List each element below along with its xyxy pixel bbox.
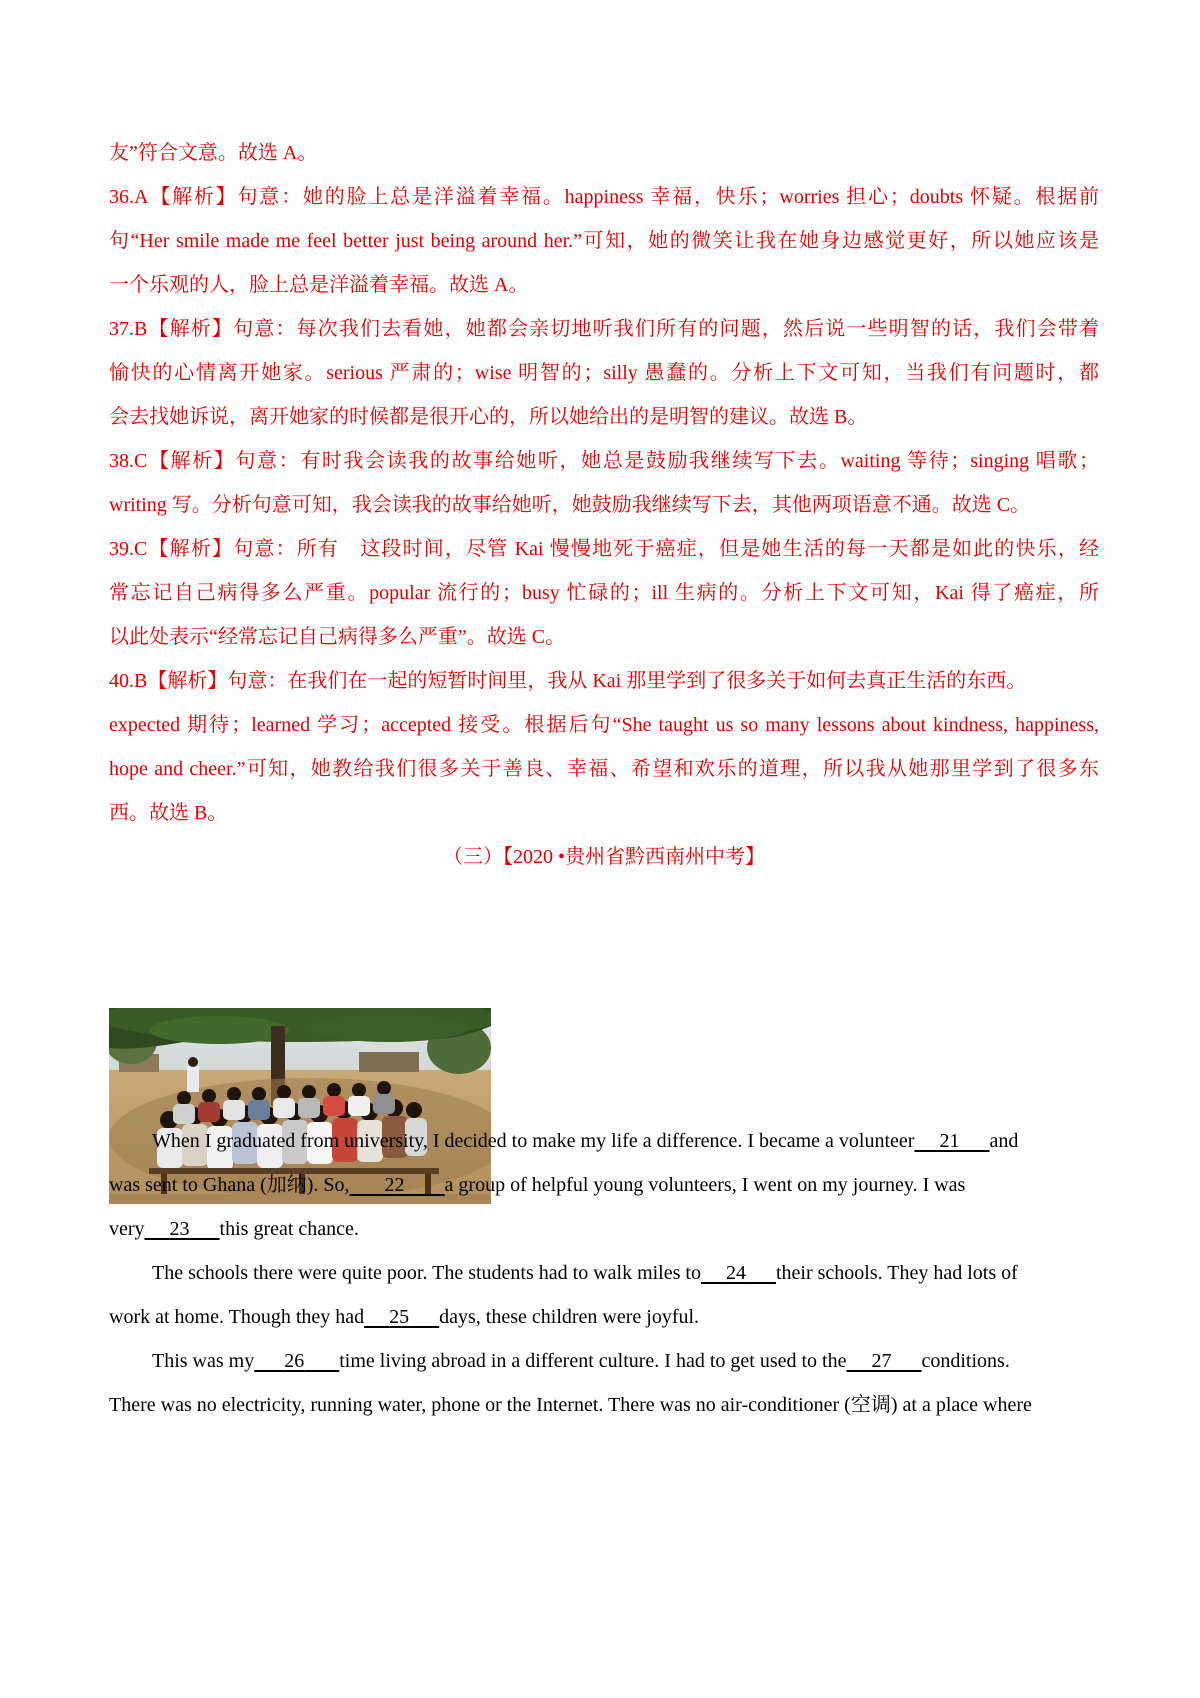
blank-number: 22 xyxy=(384,1174,405,1196)
text-run: a group of helpful young volunteers, I went on my journey. I was xyxy=(444,1174,966,1196)
passage-p2-line-1 xyxy=(152,1258,1099,1288)
text-run: conditions. xyxy=(921,1350,1010,1372)
q37-line-3: 会去找她诉说，离开她家的时候都是很开心的，所以她给出的是明智的建议。故选 B。 xyxy=(109,406,868,428)
passage-p1-line-1 xyxy=(152,1126,1099,1156)
blank-24[interactable] xyxy=(701,1262,776,1284)
q40-line-1: 40.B【解析】句意：在我们在一起的短暂时间里，我从 Kai 那里学到了很多关于如何去真正生活的东西。 xyxy=(109,670,1027,692)
text-run: this great chance. xyxy=(219,1218,359,1240)
text-run: their schools. They had lots of xyxy=(775,1262,1018,1284)
text-run: very xyxy=(109,1218,145,1240)
passage-p3-line-2: There was no electricity, running water, phone or the Internet. There was no air-conditioner (空调) at a place where xyxy=(109,1394,1032,1416)
text-run: was sent to Ghana (加纳). So, xyxy=(109,1174,350,1196)
q38-line-1: 38.C【解析】句意：有时我会读我的故事给她听，她总是鼓励我继续写下去。waiting 等待；singing 唱歌； xyxy=(109,450,1099,472)
passage-p3-line-1 xyxy=(152,1346,1099,1376)
q37-line-2: 愉快的心情离开她家。serious 严肃的；wise 明智的；silly 愚蠢的。分析上下文可知，当我们有问题时，都 xyxy=(109,362,1099,384)
q37-line-1: 37.B【解析】句意：每次我们去看她，她都会亲切地听我们所有的问题，然后说一些明智的话，我们会带着 xyxy=(109,318,1099,340)
passage-p1-line-2 xyxy=(109,1170,1099,1200)
q36-line-3: 一个乐观的人，脸上总是洋溢着幸福。故选 A。 xyxy=(109,274,529,296)
text-run: This was my xyxy=(152,1350,255,1372)
blank-number: 26 xyxy=(284,1350,305,1372)
q38-line-2: writing 写。分析句意可知，我会读我的故事给她听，她鼓励我继续写下去，其他两项语意不通。故选 C。 xyxy=(109,494,1031,516)
q40-line-3: hope and cheer.”可知，她教给我们很多关于善良、幸福、希望和欢乐的道理，所以我从她那里学到了很多东 xyxy=(109,758,1099,780)
text-run: work at home. Though they had xyxy=(109,1306,365,1328)
section-heading: （三）【2020 •贵州省黔西南州中考】 xyxy=(442,846,765,868)
q40-line-4: 西。故选 B。 xyxy=(109,802,228,824)
q39-line-2: 常忘记自己病得多么严重。popular 流行的；busy 忙碌的；ill 生病的。分析上下文可知，Kai 得了癌症，所 xyxy=(109,582,1099,604)
blank-25[interactable] xyxy=(364,1306,439,1328)
analysis-line-top: 友”符合文意。故选 A。 xyxy=(109,142,318,164)
blank-27[interactable] xyxy=(846,1350,921,1372)
q39-line-3: 以此处表示“经常忘记自己病得多么严重”。故选 C。 xyxy=(109,626,566,648)
blank-number: 27 xyxy=(871,1350,892,1372)
text-run: The schools there were quite poor. The students had to walk miles to xyxy=(152,1262,701,1284)
q40-line-2: expected 期待；learned 学习；accepted 接受。根据后句“She taught us so many lessons about kindness, happiness, xyxy=(109,714,1099,736)
blank-number: 21 xyxy=(939,1130,960,1152)
q36-line-1: 36.A【解析】句意：她的脸上总是洋溢着幸福。happiness 幸福，快乐；worries 担心；doubts 怀疑。根据前 xyxy=(109,186,1099,208)
blank-number: 23 xyxy=(169,1218,190,1240)
passage-p2-line-2 xyxy=(109,1302,1099,1332)
text-run: days, these children were joyful. xyxy=(439,1306,700,1328)
passage-p1-line-3 xyxy=(109,1214,1099,1244)
q36-line-2: 句“Her smile made me feel better just being around her.”可知，她的微笑让我在她身边感觉更好，所以她应该是 xyxy=(109,230,1099,252)
blank-23[interactable] xyxy=(145,1218,220,1240)
blank-22[interactable] xyxy=(350,1174,445,1196)
text-run: time living abroad in a different culture. I had to get used to the xyxy=(339,1350,847,1372)
q39-line-1: 39.C【解析】句意：所有 这段时间，尽管 Kai 慢慢地死于癌症，但是她生活的每一天都是如此的快乐，经 xyxy=(109,538,1099,560)
blank-21[interactable] xyxy=(914,1130,989,1152)
blank-number: 25 xyxy=(389,1306,410,1328)
blank-26[interactable] xyxy=(254,1350,339,1372)
text-run: and xyxy=(989,1130,1019,1152)
text-run: When I graduated from university, I decided to make my life a difference. I became a volunteer xyxy=(152,1130,915,1152)
blank-number: 24 xyxy=(725,1262,746,1284)
